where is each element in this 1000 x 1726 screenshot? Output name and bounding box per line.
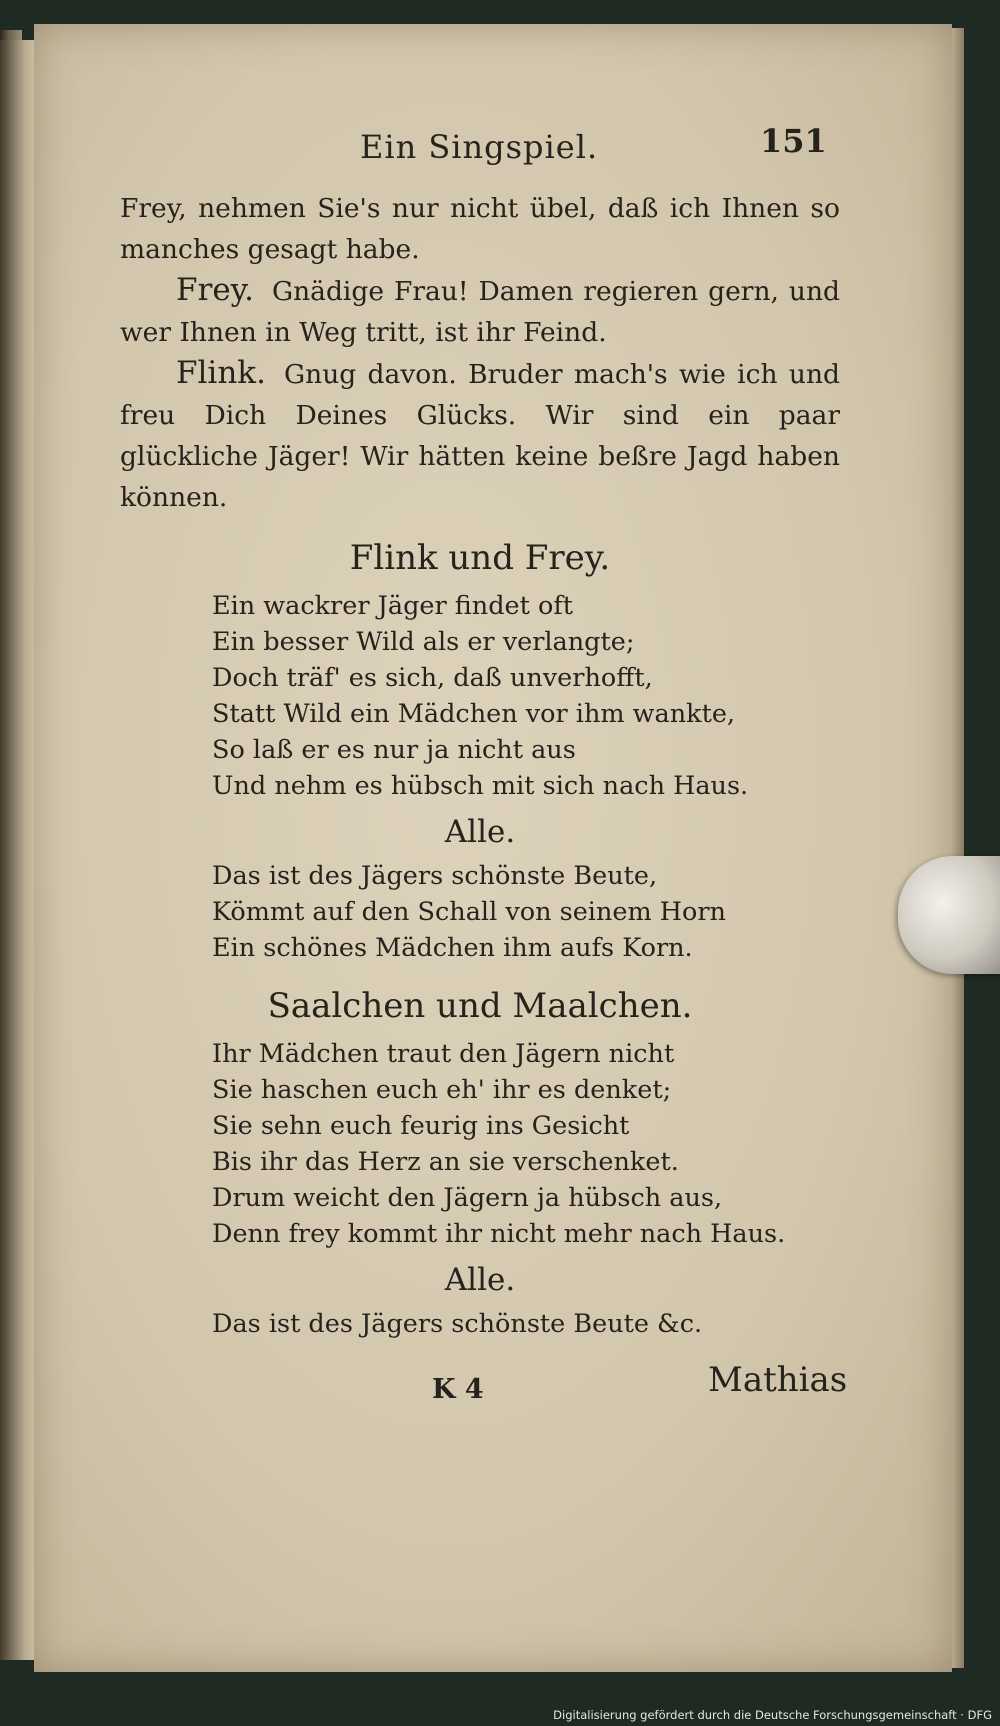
verse-line: Statt Wild ein Mädchen vor ihm wankte, [212,699,736,729]
dialogue-text: Frey, nehmen Sie's nur nicht übel, daß ich Ihnen so manches gesagt habe. [120,193,840,265]
verse-line: Ein wackrer Jäger findet oft [212,591,574,621]
verse-line: Doch träf' es sich, daß unverhofft, [212,663,653,693]
song-heading: Flink und Frey. [349,538,611,578]
running-head [120,120,840,170]
verse-line: So laß er es nur ja nicht aus [212,735,576,765]
dialogue-prose [120,188,840,518]
dialogue-paragraph [120,270,840,353]
song-heading: Saalchen und Maalchen. [267,986,693,1026]
verse-line: Kömmt auf den Schall von seinem Horn [212,897,726,927]
verse-line: Denn frey kommt ihr nicht mehr nach Haus. [212,1219,786,1249]
digitization-credit: Digitalisierung gefördert durch die Deutsche Forschungsgemeinschaft · DFG [553,1708,992,1722]
chorus-heading: Alle. [444,1262,516,1298]
verse-line: Ihr Mädchen traut den Jägern nicht [212,1039,675,1069]
page-clip [898,856,1000,974]
dialogue-paragraph [120,188,840,270]
verse-line: Das ist des Jägers schönste Beute &c. [212,1309,703,1339]
verse-line: Und nehm es hübsch mit sich nach Haus. [212,771,749,801]
verse-line: Das ist des Jägers schönste Beute, [212,861,658,891]
verse-line: Ein schönes Mädchen ihm aufs Korn. [212,933,693,963]
page-footer [120,1360,848,1420]
dialogue-paragraph [120,353,840,518]
dialogue-text: Gnug davon. Bruder mach's wie ich und freu Dich Deines Glücks. Wir sind ein paar glückliche Jäger! Wir hätten keine beßre Jagd haben können. [120,359,840,513]
speaker-name: Flink. [176,355,266,391]
signature-mark: K 4 [432,1374,484,1405]
song-verse [120,1036,840,1252]
page-number: 151 [760,122,827,160]
verse-line: Drum weicht den Jägern ja hübsch aus, [212,1183,723,1213]
page-content [120,120,848,1420]
chorus-verse [120,858,840,966]
dialogue-text: Gnädige Frau! Damen regieren gern, und wer Ihnen in Weg tritt, ist ihr Feind. [120,276,840,348]
previous-page-edge [0,40,37,1660]
verse-line: Ein besser Wild als er verlangte; [212,627,635,657]
song-verse [120,588,840,804]
verse-line: Sie haschen euch eh' ihr es denket; [212,1075,672,1105]
running-title: Ein Singspiel. [360,128,599,166]
catchword: Mathias [708,1360,848,1400]
chorus-heading: Alle. [444,814,516,850]
page-stack-edge [950,28,964,1668]
verse-line: Sie sehn euch feurig ins Gesicht [212,1111,630,1141]
speaker-name: Frey. [176,272,254,308]
chorus-verse [120,1306,840,1342]
verse-line: Bis ihr das Herz an sie verschenket. [212,1147,679,1177]
